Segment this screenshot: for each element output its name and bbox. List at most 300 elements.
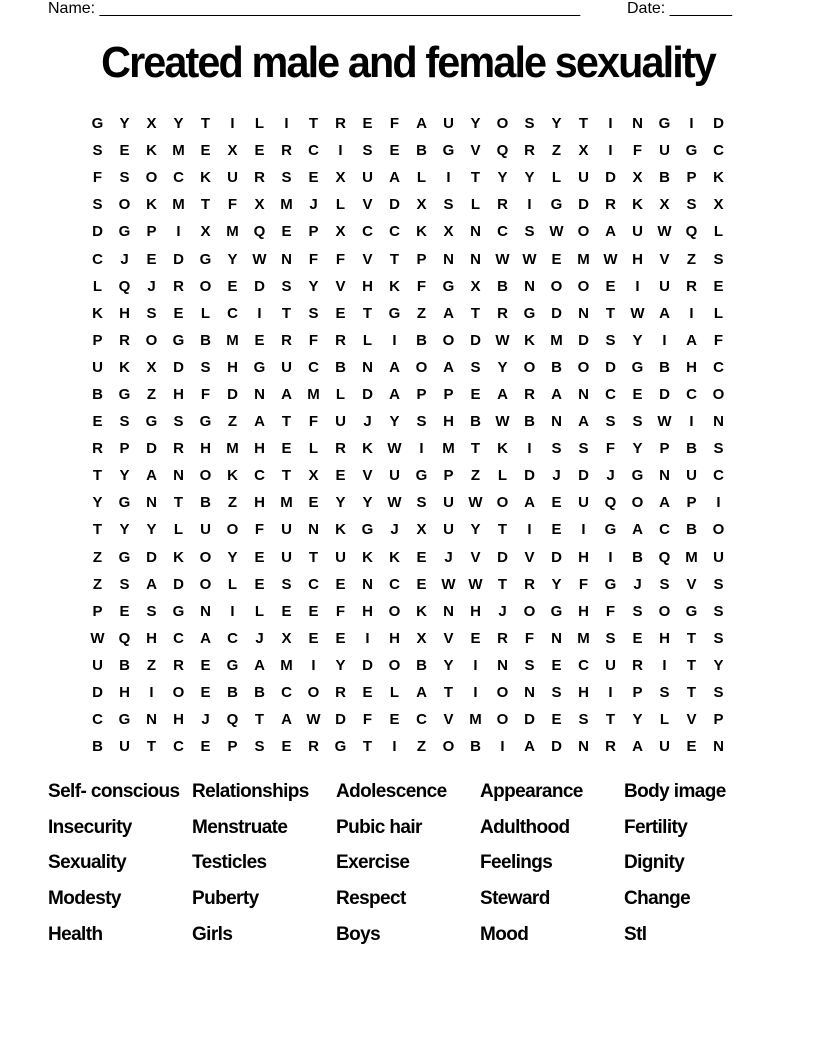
header (48, 0, 742, 20)
grid-letter: N (713, 738, 724, 756)
grid-letter: R (119, 331, 130, 349)
grid-letter: I (473, 656, 478, 674)
grid-letter: F (578, 575, 589, 593)
grid-letter: S (713, 629, 724, 647)
grid-letter: L (254, 115, 265, 133)
grid-letter: U (119, 738, 130, 756)
grid-letter: G (172, 602, 185, 620)
grid-letter: E (281, 602, 292, 620)
grid-row (84, 733, 732, 760)
grid-letter: A (389, 169, 400, 187)
grid-letter: J (147, 277, 156, 295)
grid-letter: I (392, 738, 397, 756)
grid-letter: X (254, 196, 265, 214)
grid-letter: E (470, 629, 481, 647)
grid-letter: W (306, 711, 321, 729)
grid-letter: O (199, 575, 212, 593)
grid-letter: D (173, 250, 184, 268)
grid-letter: M (226, 331, 239, 349)
grid-letter: X (578, 142, 589, 160)
grid-letter: B (497, 277, 508, 295)
word-list-item: Boys (336, 924, 381, 946)
grid-letter: M (280, 494, 293, 512)
grid-letter: I (527, 440, 532, 458)
grid-letter: M (280, 656, 293, 674)
grid-row (84, 435, 732, 462)
grid-letter: S (686, 196, 697, 214)
grid-letter: T (470, 304, 481, 322)
grid-letter: D (578, 196, 589, 214)
grid-letter: T (200, 196, 211, 214)
grid-letter: T (173, 494, 184, 512)
grid-letter: K (173, 548, 184, 566)
grid-letter: Z (92, 575, 103, 593)
grid-letter: Q (253, 223, 266, 241)
grid-letter: D (524, 711, 535, 729)
grid-letter: S (659, 684, 670, 702)
grid-letter: C (605, 385, 616, 403)
grid-letter: I (716, 494, 721, 512)
grid-letter: D (227, 385, 238, 403)
grid-letter: X (659, 196, 670, 214)
grid-letter: K (146, 196, 157, 214)
word-list-item: Body image (624, 780, 726, 802)
grid-letter: E (335, 467, 346, 485)
grid-letter: O (199, 467, 212, 485)
word-list-item: Stl (624, 924, 647, 946)
grid-letter: V (470, 142, 481, 160)
grid-letter: I (689, 304, 694, 322)
grid-letter: V (362, 196, 373, 214)
grid-letter: R (92, 440, 103, 458)
grid-letter: X (146, 115, 157, 133)
grid-letter: N (524, 684, 535, 702)
grid-letter: O (712, 385, 725, 403)
grid-letter: E (254, 142, 265, 160)
grid-letter: T (308, 548, 319, 566)
grid-letter: O (523, 602, 536, 620)
grid-letter: P (146, 223, 157, 241)
grid-letter: I (446, 169, 451, 187)
word-list-item: Change (624, 888, 691, 910)
grid-letter: P (632, 684, 643, 702)
grid-letter: Z (416, 738, 427, 756)
grid-row (84, 273, 732, 300)
grid-letter: D (173, 358, 184, 376)
grid-letter: S (551, 440, 562, 458)
grid-letter: X (281, 629, 292, 647)
grid-letter: R (335, 115, 346, 133)
grid-letter: L (497, 467, 508, 485)
name-field-label: Name: ______________________________________________________ (48, 0, 581, 17)
grid-letter: E (551, 494, 562, 512)
grid-letter: F (416, 277, 427, 295)
grid-letter: J (120, 250, 129, 268)
grid-letter: E (551, 250, 562, 268)
grid-letter: H (200, 440, 211, 458)
grid-letter: B (659, 169, 670, 187)
grid-letter: L (173, 521, 184, 539)
word-list-item: Fertility (624, 816, 688, 838)
grid-letter: W (441, 575, 456, 593)
grid-letter: D (551, 738, 562, 756)
grid-letter: Q (226, 711, 239, 729)
word-list-item: Insecurity (48, 816, 132, 838)
grid-letter: D (551, 304, 562, 322)
grid-letter: N (470, 223, 481, 241)
word-list-item: Adolescence (336, 780, 447, 802)
grid-letter: A (281, 711, 292, 729)
grid-letter: G (253, 358, 266, 376)
grid-letter: I (608, 684, 613, 702)
grid-letter: T (497, 575, 508, 593)
grid-letter: Q (118, 277, 131, 295)
grid-row (84, 300, 732, 327)
grid-letter: E (119, 142, 130, 160)
grid-letter: T (686, 629, 697, 647)
grid-letter: T (578, 115, 589, 133)
grid-letter: H (470, 602, 481, 620)
grid-letter: S (416, 413, 427, 431)
word-list-item: Exercise (336, 852, 410, 874)
grid-letter: U (335, 413, 346, 431)
grid-letter: F (200, 385, 211, 403)
word-list-item: Dignity (624, 852, 685, 874)
grid-letter: S (200, 358, 211, 376)
grid-letter: G (442, 277, 455, 295)
grid-letter: B (416, 142, 427, 160)
grid-letter: U (200, 521, 211, 539)
grid-letter: A (254, 656, 265, 674)
grid-letter: R (497, 196, 508, 214)
grid-letter: P (92, 331, 103, 349)
word-search-grid (84, 110, 732, 760)
grid-letter: S (578, 711, 589, 729)
grid-letter: D (605, 169, 616, 187)
grid-letter: D (389, 196, 400, 214)
grid-letter: G (226, 656, 239, 674)
word-list-item: Self- conscious (48, 780, 180, 802)
grid-letter: U (659, 738, 670, 756)
grid-letter: U (362, 169, 373, 187)
grid-letter: C (497, 223, 508, 241)
grid-row (84, 110, 732, 137)
grid-letter: H (443, 413, 454, 431)
grid-letter: G (118, 711, 131, 729)
grid-letter: O (577, 277, 590, 295)
grid-letter: C (173, 738, 184, 756)
grid-letter: G (685, 142, 698, 160)
grid-letter: E (389, 711, 400, 729)
grid-letter: C (713, 142, 724, 160)
grid-letter: A (632, 738, 643, 756)
grid-letter: R (605, 196, 616, 214)
grid-letter: A (632, 521, 643, 539)
grid-letter: R (281, 142, 292, 160)
grid-letter: G (604, 575, 617, 593)
grid-letter: Y (632, 711, 643, 729)
grid-letter: H (254, 494, 265, 512)
grid-letter: F (389, 115, 400, 133)
grid-letter: Y (632, 440, 643, 458)
word-list-item: Feelings (480, 852, 553, 874)
grid-letter: T (281, 413, 292, 431)
grid-letter: D (173, 575, 184, 593)
grid-letter: K (389, 548, 400, 566)
grid-letter: N (443, 250, 454, 268)
grid-letter: A (686, 331, 697, 349)
grid-letter: O (577, 358, 590, 376)
grid-letter: D (92, 684, 103, 702)
grid-letter: Z (416, 304, 427, 322)
grid-letter: L (362, 331, 373, 349)
grid-row (84, 327, 732, 354)
grid-letter: K (92, 304, 103, 322)
grid-letter: D (335, 711, 346, 729)
grid-letter: F (632, 142, 643, 160)
grid-letter: F (254, 521, 265, 539)
grid-letter: B (92, 385, 103, 403)
grid-letter: J (363, 413, 372, 431)
grid-letter: T (200, 115, 211, 133)
grid-letter: Q (604, 494, 617, 512)
grid-letter: M (442, 440, 455, 458)
grid-letter: G (334, 738, 347, 756)
grid-letter: G (388, 304, 401, 322)
grid-letter: C (659, 521, 670, 539)
grid-letter: O (199, 548, 212, 566)
grid-letter: F (524, 629, 535, 647)
grid-letter: C (308, 575, 319, 593)
grid-letter: E (200, 656, 211, 674)
grid-letter: C (713, 467, 724, 485)
grid-letter: L (308, 440, 319, 458)
grid-letter: U (632, 223, 643, 241)
grid-letter: E (308, 602, 319, 620)
grid-letter: S (119, 169, 130, 187)
grid-letter: P (443, 467, 454, 485)
grid-letter: S (524, 656, 535, 674)
grid-letter: O (145, 331, 158, 349)
grid-letter: A (200, 629, 211, 647)
grid-letter: Z (227, 413, 238, 431)
grid-letter: O (442, 738, 455, 756)
grid-letter: G (91, 115, 104, 133)
grid-letter: F (308, 250, 319, 268)
grid-letter: S (632, 413, 643, 431)
grid-letter: U (92, 656, 103, 674)
grid-letter: K (362, 548, 373, 566)
grid-letter: Q (496, 142, 509, 160)
grid-letter: H (146, 629, 157, 647)
grid-letter: C (389, 575, 400, 593)
grid-letter: O (172, 684, 185, 702)
grid-letter: A (416, 115, 427, 133)
grid-letter: N (254, 385, 265, 403)
grid-letter: P (416, 250, 427, 268)
word-list-item: Modesty (48, 888, 121, 910)
grid-letter: D (362, 385, 373, 403)
grid-letter: D (497, 548, 508, 566)
grid-row (84, 245, 732, 272)
grid-letter: I (662, 331, 667, 349)
grid-letter: N (146, 711, 157, 729)
grid-letter: U (227, 169, 238, 187)
grid-letter: L (200, 304, 211, 322)
grid-letter: U (443, 521, 454, 539)
grid-letter: E (308, 494, 319, 512)
word-list-row (48, 774, 768, 810)
grid-letter: F (605, 440, 616, 458)
grid-letter: G (604, 521, 617, 539)
grid-letter: P (308, 223, 319, 241)
grid-letter: S (281, 169, 292, 187)
grid-letter: V (686, 711, 697, 729)
grid-letter: T (443, 684, 454, 702)
grid-letter: I (608, 548, 613, 566)
grid-letter: I (608, 115, 613, 133)
grid-letter: O (496, 115, 509, 133)
grid-letter: Y (92, 494, 103, 512)
grid-row (84, 408, 732, 435)
grid-letter: S (362, 142, 373, 160)
grid-letter: E (308, 629, 319, 647)
grid-letter: L (389, 684, 400, 702)
grid-letter: X (632, 169, 643, 187)
grid-letter: Z (92, 548, 103, 566)
grid-letter: O (496, 711, 509, 729)
grid-letter: S (146, 304, 157, 322)
word-list-item: Testicles (192, 852, 267, 874)
grid-letter: R (173, 656, 184, 674)
grid-letter: S (713, 250, 724, 268)
grid-row (84, 544, 732, 571)
grid-letter: B (659, 358, 670, 376)
grid-letter: O (118, 196, 131, 214)
grid-letter: P (686, 494, 697, 512)
grid-letter: C (713, 358, 724, 376)
grid-letter: Q (685, 223, 698, 241)
grid-letter: U (443, 115, 454, 133)
grid-row (84, 191, 732, 218)
grid-letter: G (631, 358, 644, 376)
grid-letter: Q (658, 548, 671, 566)
grid-letter: I (149, 684, 154, 702)
word-list-row (48, 846, 768, 882)
grid-letter: W (468, 575, 483, 593)
grid-letter: Y (713, 656, 724, 674)
grid-letter: S (119, 575, 130, 593)
grid-letter: U (92, 358, 103, 376)
grid-letter: Y (389, 413, 400, 431)
grid-letter: U (578, 169, 589, 187)
grid-letter: I (608, 142, 613, 160)
grid-letter: B (227, 684, 238, 702)
grid-letter: S (92, 196, 103, 214)
grid-letter: A (497, 385, 508, 403)
grid-letter: X (416, 629, 427, 647)
grid-letter: U (281, 548, 292, 566)
grid-letter: W (495, 413, 510, 431)
grid-letter: N (281, 250, 292, 268)
grid-letter: U (686, 467, 697, 485)
word-list-row (48, 881, 768, 917)
grid-letter: N (470, 250, 481, 268)
grid-letter: P (686, 169, 697, 187)
grid-letter: O (712, 521, 725, 539)
grid-letter: U (281, 358, 292, 376)
grid-letter: R (605, 738, 616, 756)
grid-letter: N (497, 656, 508, 674)
grid-letter: E (281, 738, 292, 756)
grid-letter: B (632, 548, 643, 566)
grid-letter: O (307, 684, 320, 702)
grid-letter: N (200, 602, 211, 620)
grid-letter: D (146, 440, 157, 458)
grid-letter: D (470, 331, 481, 349)
grid-letter: J (201, 711, 210, 729)
grid-letter: E (416, 575, 427, 593)
grid-letter: T (389, 250, 400, 268)
grid-letter: C (92, 711, 103, 729)
grid-letter: M (577, 250, 590, 268)
grid-letter: T (362, 304, 373, 322)
grid-letter: K (497, 440, 508, 458)
grid-letter: W (468, 494, 483, 512)
grid-letter: Z (551, 142, 562, 160)
grid-letter: N (524, 277, 535, 295)
grid-letter: H (227, 358, 238, 376)
grid-letter: P (659, 440, 670, 458)
grid-letter: C (173, 169, 184, 187)
grid-letter: W (90, 629, 105, 647)
word-list-item: Appearance (480, 780, 583, 802)
grid-letter: C (578, 656, 589, 674)
grid-letter: R (497, 304, 508, 322)
grid-letter: E (281, 440, 292, 458)
grid-letter: G (199, 413, 212, 431)
word-list-item: Mood (480, 924, 529, 946)
grid-letter: Y (335, 494, 346, 512)
grid-letter: L (470, 196, 481, 214)
grid-letter: A (146, 575, 157, 593)
grid-letter: K (146, 142, 157, 160)
grid-letter: Z (146, 656, 157, 674)
grid-letter: G (361, 521, 374, 539)
grid-letter: N (659, 467, 670, 485)
grid-letter: H (119, 684, 130, 702)
grid-letter: W (549, 223, 564, 241)
grid-letter: D (551, 548, 562, 566)
grid-letter: O (658, 602, 671, 620)
grid-letter: K (632, 196, 643, 214)
word-list-item: Health (48, 924, 103, 946)
grid-letter: N (362, 575, 373, 593)
grid-letter: V (362, 250, 373, 268)
grid-letter: K (713, 169, 724, 187)
grid-letter: Y (335, 656, 346, 674)
grid-letter: M (172, 142, 185, 160)
grid-letter: M (280, 196, 293, 214)
grid-letter: C (92, 250, 103, 268)
grid-letter: B (200, 494, 211, 512)
grid-letter: G (172, 331, 185, 349)
grid-letter: H (578, 548, 589, 566)
grid-row (84, 489, 732, 516)
grid-letter: C (308, 358, 319, 376)
grid-letter: I (419, 440, 424, 458)
grid-letter: E (362, 684, 373, 702)
